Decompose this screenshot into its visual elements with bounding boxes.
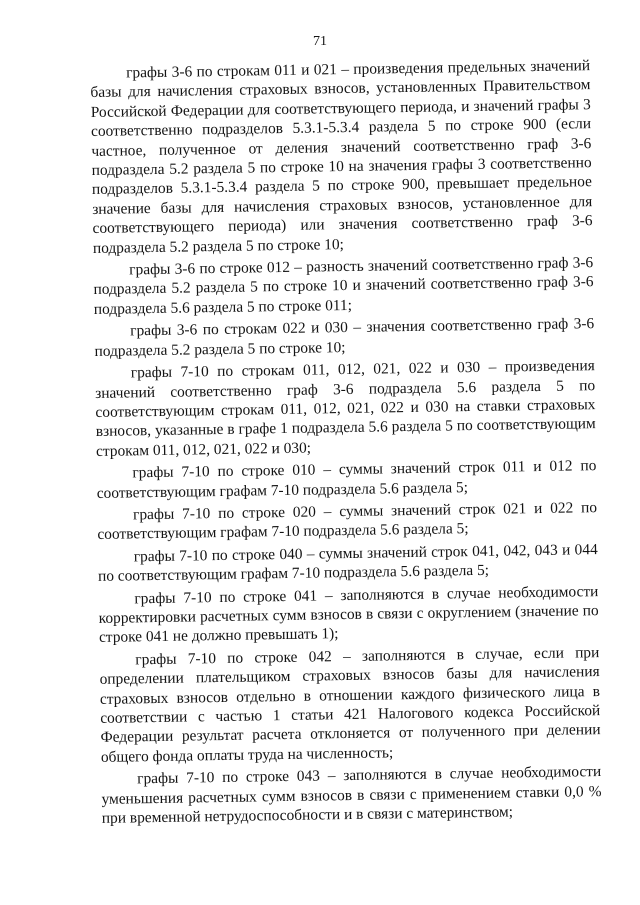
paragraph-rows-011-021-cols-3-6: графы 3-6 по строкам 011 и 021 – произведения предельных значений базы для начисления страховых взносов, установленных Правительством Российской Федерации для соответствующего периода, и значений графы 3 соответственно подразделов 5.3.1-5.3.4 раздела 5 по строке 900 (если частное, полученное от деления значений соответственно граф 3-6 подраздела 5.2 раздела 5 по строке 10 на значения графы 3 соответственно подразделов 5.3.1-5.3.4 раздела 5 по строке 900, превышает предельное значение базы для начисления страховых взносов, установленное для соответствующего периода) или значения соответственно граф 3-6 подраздела 5.2 раздела 5 по строке 10;	[90, 57, 593, 257]
paragraph-row-020-cols-7-10: графы 7-10 по строке 020 – суммы значений строк 021 и 022 по соответствующим графам 7-10 подраздела 5.6 раздела 5;	[97, 499, 598, 544]
paragraph-rows-011-030-cols-7-10: графы 7-10 по строкам 011, 012, 021, 022 и 030 – произведения значений соответственно граф 3-6 подраздела 5.6 раздела 5 по соответствующим строкам 011, 012, 021, 022 и 030 на ставки страховых взносов, указанные в графе 1 подраздела 5.6 раздела 5 по соответствующим строкам 011, 012, 021, 022 и 030;	[95, 357, 596, 460]
document-body	[90, 56, 602, 831]
paragraph-row-043-cols-7-10: графы 7-10 по строке 043 – заполняются в случае необходимости уменьшения расчетных сумм взносов в связи с применением ставки 0,0 % при временной нетрудоспособности и в связи с материнством;	[101, 763, 602, 827]
paragraph-row-010-cols-7-10: графы 7-10 по строке 010 – суммы значений строк 011 и 012 по соответствующим графам 7-10 подраздела 5.6 раздела 5;	[96, 457, 597, 502]
paragraph-row-041-cols-7-10: графы 7-10 по строке 041 – заполняются в случае необходимости корректировки расчетных сумм взносов в связи с округлением (значение по строке 041 не должно превышать 1);	[98, 582, 599, 647]
paragraph-rows-022-030-cols-3-6: графы 3-6 по строкам 022 и 030 – значения соответственно граф 3-6 подраздела 5.2 раздела 5 по строке 10;	[94, 315, 595, 360]
paragraph-row-042-cols-7-10: графы 7-10 по строке 042 – заполняются в случае, если при определении плательщиком страховых взносов базы для начисления страховых взносов отдельно в отношении каждого физического лица в соответствии с частью 1 статьи 421 Налогового кодекса Российской Федерации результат расчета отклоняется от полученного при делении общего фонда оплаты труда на численность;	[99, 643, 601, 766]
page-number: 71	[313, 34, 327, 49]
paragraph-row-012-cols-3-6: графы 3-6 по строке 012 – разность значений соответственно граф 3-6 подраздела 5.2 раздела 5 по строке 10 и значений соответственно граф 3-6 подраздела 5.6 раздела 5 по строке 011;	[93, 254, 594, 318]
paragraph-row-040-cols-7-10: графы 7-10 по строке 040 – суммы значений строк 041, 042, 043 и 044 по соответствующим графам 7-10 подраздела 5.6 раздела 5;	[97, 540, 598, 586]
